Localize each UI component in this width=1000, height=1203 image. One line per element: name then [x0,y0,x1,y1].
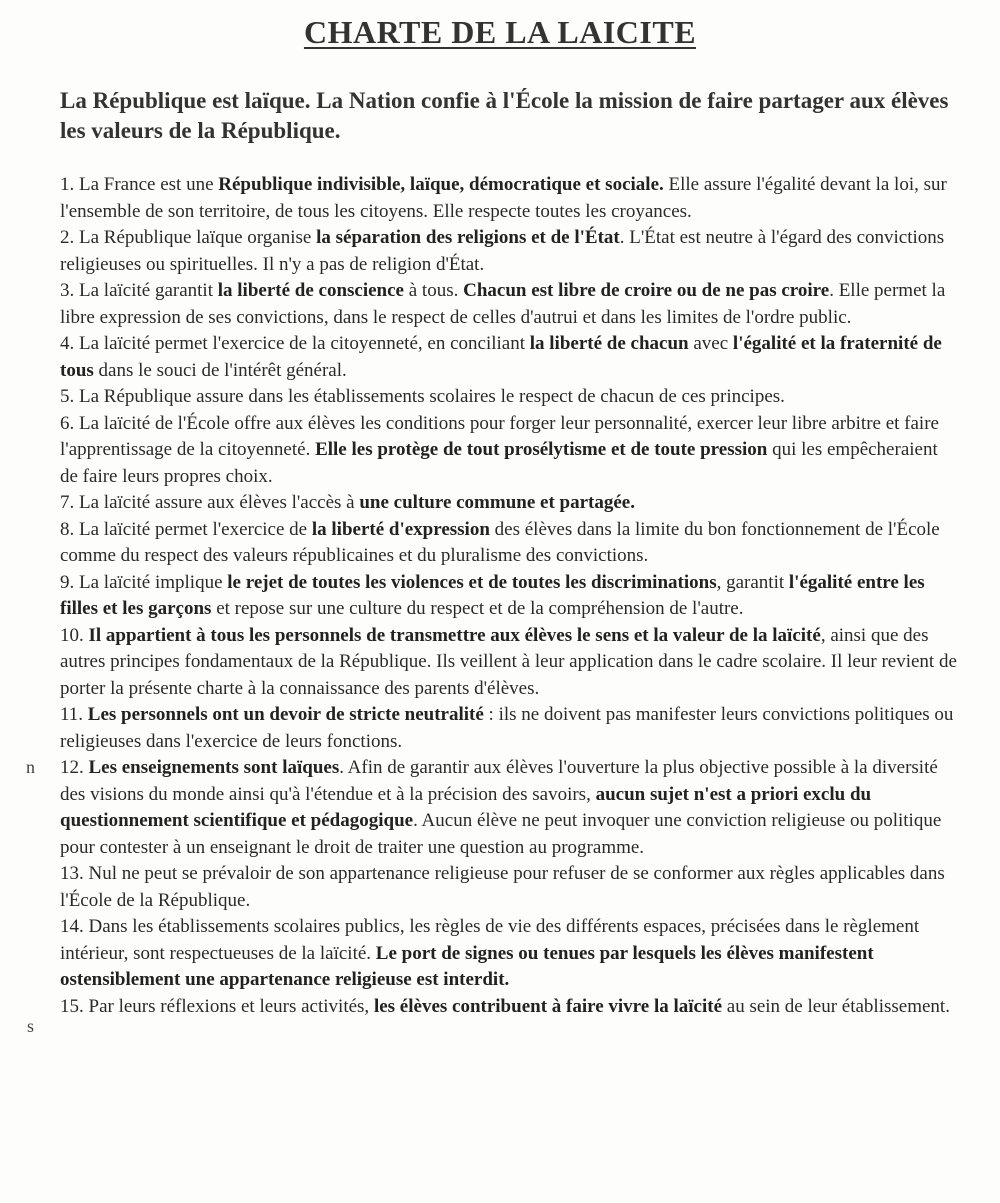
article-bold-text: Il appartient à tous les personnels de transmettre aux élèves le sens et la valeur de la laïcité [88,624,821,646]
article-text: 3. La laïcité garantit [60,280,218,301]
article-6 [60,411,960,491]
article-text: , ainsi que des autres principes fondamentaux de la République. Ils veillent à leur application dans le cadre scolaire. Il leur revient de porter la présente charte à la connaissance des parents d'élèves. [60,624,957,699]
article-text: , garantit [716,571,789,593]
document-title: CHARTE DE LA LAICITE [303,14,697,50]
article-bold-text: la liberté de conscience [217,280,404,301]
article-13 [60,861,960,914]
article-5 [60,384,960,411]
article-4 [60,331,960,384]
article-7 [60,490,960,517]
article-text: 2. La République laïque organise [60,227,317,248]
article-bold-text: République indivisible, laïque, démocratique et sociale. [218,174,664,195]
article-text: 9. La laïcité implique [60,571,228,593]
article-12 [60,755,960,861]
article-bold-text: Les personnels ont un devoir de stricte neutralité [87,704,484,725]
article-10 [60,623,960,703]
article-text: des élèves dans la limite du bon fonctionnement de l'École comme du respect des valeurs républicaines et du pluralisme des convictions. [60,518,940,566]
article-text: 5. La République assure dans les établissements scolaires le respect de chacun de ces principes. [60,386,785,407]
article-bold-text: le rejet de toutes les violences et de toutes les discriminations [227,571,717,593]
article-text: dans le souci de l'intérêt général. [93,359,347,381]
article-text: : ils ne doivent pas manifester leurs convictions politiques ou religieuses dans l'exercice de leurs fonctions. [60,704,954,752]
article-text: 11. [60,704,88,725]
article-text: 10. [60,624,89,646]
article-text: . Afin de garantir aux élèves l'ouverture la plus objective possible à la diversité des visions du monde ainsi qu'à l'étendue et à la précision des savoirs, [60,757,938,805]
article-15 [60,994,960,1021]
article-11 [60,702,960,755]
article-14 [60,914,960,994]
article-bold-text: aucun sujet n'est a priori exclu du questionnement scientifique et pédagogique [60,783,872,831]
article-bold-text: les élèves contribuent à faire vivre la laïcité [373,995,723,1017]
article-text: avec [688,333,733,354]
article-text: 13. Nul ne peut se prévaloir de son appartenance religieuse pour refuser de se conformer aux règles applicables dans l'École de la République. [60,863,945,911]
article-text: à tous. [404,280,464,301]
article-1 [60,172,960,225]
article-2 [60,225,960,278]
article-text: qui les empêcheraient de faire leurs propres choix. [60,439,938,487]
article-text: 4. La laïcité permet l'exercice de la citoyenneté, en conciliant [60,333,530,354]
article-bold-text: la liberté de chacun [529,333,689,354]
article-bold-text: Les enseignements sont laïques [88,757,340,778]
article-text: . Aucun élève ne peut invoquer une conviction religieuse ou politique pour contester à un enseignant le droit de traiter une question au programme. [60,810,942,858]
article-text: 8. La laïcité permet l'exercice de [60,518,312,540]
article-text: au sein de leur établissement. [722,995,950,1017]
article-8 [60,517,960,570]
article-text: 12. [60,757,89,778]
article-bold-text: la liberté d'expression [311,518,490,540]
article-bold-text: Le port de signes ou tenues par lesquels les élèves manifestent ostensiblement une appartenance religieuse est interdit. [60,942,874,990]
article-text: 1. La France est une [60,174,219,195]
article-9 [60,570,960,623]
article-bold-text: une culture commune et partagée. [359,492,635,513]
article-bold-text: la séparation des religions et de l'État [316,227,620,248]
article-text: 7. La laïcité assure aux élèves l'accès à [60,492,360,513]
article-text: Elle assure l'égalité devant la loi, sur l'ensemble de son territoire, de tous les citoyens. Elle respecte toutes les croyances. [60,174,947,222]
article-bold-text: Elle les protège de tout prosélytisme et de toute pression [315,439,768,460]
article-bold-text: l'égalité entre les filles et les garçons [60,571,925,619]
margin-mark: n [26,757,35,777]
article-text: . Elle permet la libre expression de ses convictions, dans le respect de celles d'autrui et dans les limites de l'ordre public. [60,280,946,328]
article-3 [60,278,960,331]
article-bold-text: l'égalité et la fraternité de tous [60,333,942,381]
article-text: 15. Par leurs réflexions et leurs activités, [60,995,374,1017]
article-text: et repose sur une culture du respect et de la compréhension de l'autre. [211,598,744,619]
articles-list [60,172,960,1020]
margin-mark: s [27,1016,35,1036]
article-text: . L'État est neutre à l'égard des convictions religieuses ou spirituelles. Il n'y a pas de religion d'État. [60,227,945,275]
article-text: 6. La laïcité de l'École offre aux élèves les conditions pour forger leur personnalité, exercer leur libre arbitre et faire l'apprentissage de la citoyenneté. [60,412,939,460]
article-bold-text: Chacun est libre de croire ou de ne pas croire [463,280,830,301]
article-text: 14. Dans les établissements scolaires publics, les règles de vie des différents espaces, précisées dans le règlement intérieur, sont respectueuses de la laïcité. [60,916,920,964]
intro-paragraph: La République est laïque. La Nation confie à l'École la mission de faire partager aux élèves les valeurs de la République. [60,88,949,143]
